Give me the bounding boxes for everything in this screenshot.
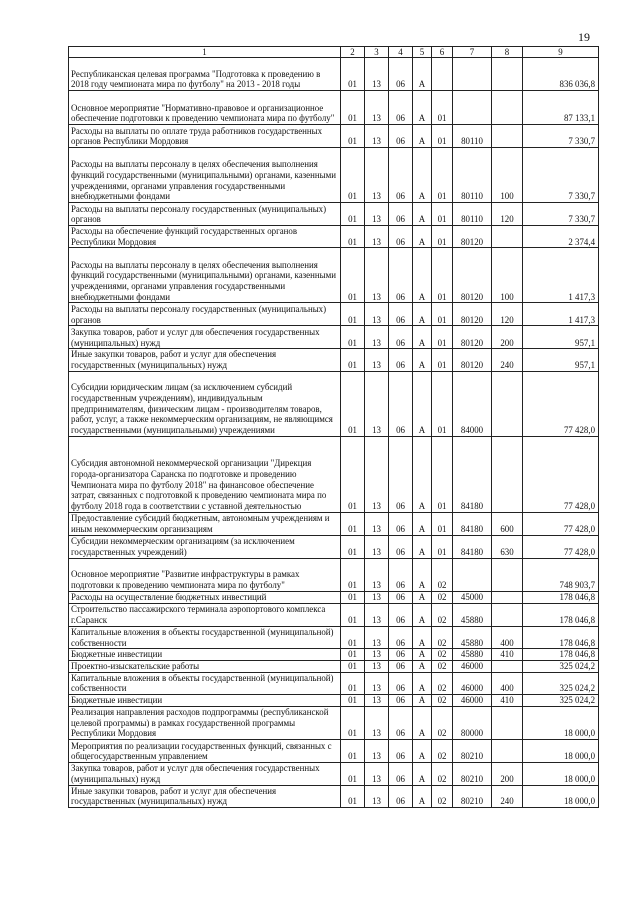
- row-code-4: 06: [389, 535, 413, 558]
- row-code-8: [492, 740, 523, 763]
- row-code-2: 01: [341, 226, 365, 248]
- row-code-8: [492, 591, 523, 603]
- row-code-3: 13: [365, 591, 389, 603]
- row-code-8: 410: [492, 649, 523, 661]
- row-code-3: 13: [365, 763, 389, 785]
- row-code-2: 01: [341, 626, 365, 648]
- budget-table-container: [68, 46, 598, 808]
- row-code-3: 13: [365, 371, 389, 436]
- row-amount: 957,1: [523, 326, 599, 349]
- row-amount: 1 417,3: [523, 303, 599, 326]
- row-code-6: 02: [432, 763, 453, 785]
- row-name: Расходы на выплаты персоналу государственных (муниципальных) органов: [69, 303, 341, 326]
- row-code-7: 80110: [453, 148, 492, 203]
- row-code-7: 80110: [453, 125, 492, 148]
- table-row: [69, 626, 599, 648]
- header-col-9: 9: [523, 47, 599, 58]
- row-code-6: 02: [432, 785, 453, 807]
- row-code-3: 13: [365, 660, 389, 672]
- row-code-3: 13: [365, 203, 389, 226]
- row-code-4: 06: [389, 695, 413, 707]
- header-col-2: 2: [341, 47, 365, 58]
- row-amount: 178 046,8: [523, 603, 599, 626]
- row-code-7: 45880: [453, 626, 492, 648]
- row-code-8: [492, 371, 523, 436]
- row-code-5: А: [413, 148, 432, 203]
- row-code-5: А: [413, 512, 432, 535]
- row-name: Расходы на выплаты персоналу в целях обеспечения выполнения функций государственными (муниципальными) органами, казенными учреждениями, органами управления государственными внебюджетными фондами: [69, 148, 341, 203]
- row-code-8: [492, 558, 523, 591]
- row-code-7: 46000: [453, 660, 492, 672]
- table-row: [69, 535, 599, 558]
- table-row: [69, 558, 599, 591]
- row-code-2: 01: [341, 58, 365, 91]
- row-code-3: 13: [365, 626, 389, 648]
- row-code-5: А: [413, 603, 432, 626]
- table-row: [69, 436, 599, 512]
- row-name: Республиканская целевая программа "Подготовка к проведению в 2018 году чемпионата мира по футболу" на 2013 - 2018 годы: [69, 58, 341, 91]
- row-amount: 77 428,0: [523, 371, 599, 436]
- table-row: [69, 591, 599, 603]
- row-code-4: 06: [389, 248, 413, 303]
- row-code-6: 02: [432, 649, 453, 661]
- row-code-2: 01: [341, 535, 365, 558]
- table-row: [69, 58, 599, 91]
- row-name: Расходы на выплаты по оплате труда работников государственных органов Республики Мордовия: [69, 125, 341, 148]
- row-code-4: 06: [389, 58, 413, 91]
- row-name: Субсидии юридическим лицам (за исключением субсидий государственным учреждениям), индивидуальным предпринимателям, физическим лицам - производителям товаров, работ, услуг, а также некоммерческим организациям, не являющимся государственными (муниципальными) учреждениями: [69, 371, 341, 436]
- header-col-8: 8: [492, 47, 523, 58]
- row-code-7: 45000: [453, 591, 492, 603]
- row-code-6: 01: [432, 512, 453, 535]
- row-code-8: [492, 91, 523, 125]
- row-code-7: 80120: [453, 248, 492, 303]
- row-code-2: 01: [341, 326, 365, 349]
- row-code-5: А: [413, 763, 432, 785]
- row-code-4: 06: [389, 740, 413, 763]
- row-code-7: 80210: [453, 763, 492, 785]
- row-code-7: 80120: [453, 303, 492, 326]
- row-amount: 325 024,2: [523, 695, 599, 707]
- row-code-7: [453, 558, 492, 591]
- row-code-6: 01: [432, 203, 453, 226]
- row-code-5: А: [413, 740, 432, 763]
- row-code-5: А: [413, 707, 432, 740]
- row-amount: 7 330,7: [523, 203, 599, 226]
- row-code-2: 01: [341, 436, 365, 512]
- row-code-4: 06: [389, 512, 413, 535]
- row-name: Основное мероприятие "Нормативно-правовое и организационное обеспечение подготовки к проведению чемпионата мира по футболу": [69, 91, 341, 125]
- row-code-2: 01: [341, 785, 365, 807]
- row-code-2: 01: [341, 91, 365, 125]
- table-row: [69, 303, 599, 326]
- row-code-3: 13: [365, 558, 389, 591]
- row-code-8: [492, 436, 523, 512]
- row-code-6: 01: [432, 371, 453, 436]
- table-row: [69, 371, 599, 436]
- row-code-7: 84180: [453, 512, 492, 535]
- row-code-3: 13: [365, 740, 389, 763]
- row-code-3: 13: [365, 512, 389, 535]
- row-code-4: 06: [389, 626, 413, 648]
- row-code-8: [492, 125, 523, 148]
- row-amount: 957,1: [523, 349, 599, 371]
- row-code-8: 400: [492, 626, 523, 648]
- row-code-5: А: [413, 785, 432, 807]
- row-code-6: 01: [432, 91, 453, 125]
- header-col-3: 3: [365, 47, 389, 58]
- row-code-2: 01: [341, 649, 365, 661]
- row-amount: 2 374,4: [523, 226, 599, 248]
- row-code-4: 06: [389, 603, 413, 626]
- table-row: [69, 649, 599, 661]
- row-name: Расходы на выплаты персоналу государственных (муниципальных) органов: [69, 203, 341, 226]
- table-row: [69, 785, 599, 807]
- row-code-8: 630: [492, 535, 523, 558]
- row-code-7: 45880: [453, 603, 492, 626]
- row-code-2: 01: [341, 349, 365, 371]
- row-code-6: 01: [432, 303, 453, 326]
- row-amount: 7 330,7: [523, 148, 599, 203]
- row-code-6: 02: [432, 603, 453, 626]
- row-code-7: [453, 91, 492, 125]
- row-name: Основное мероприятие "Развитие инфраструктуры в рамках подготовки к проведению чемпионата мира по футболу": [69, 558, 341, 591]
- row-amount: 178 046,8: [523, 626, 599, 648]
- row-code-3: 13: [365, 226, 389, 248]
- row-name: Иные закупки товаров, работ и услуг для обеспечения государственных (муниципальных) нужд: [69, 349, 341, 371]
- row-code-2: 01: [341, 558, 365, 591]
- row-code-8: 100: [492, 248, 523, 303]
- row-code-4: 06: [389, 349, 413, 371]
- row-name: Расходы на осуществление бюджетных инвестиций: [69, 591, 341, 603]
- row-code-2: 01: [341, 148, 365, 203]
- row-code-8: [492, 226, 523, 248]
- row-code-8: 100: [492, 148, 523, 203]
- row-code-8: [492, 58, 523, 91]
- row-amount: 77 428,0: [523, 436, 599, 512]
- row-code-4: 06: [389, 326, 413, 349]
- page-number: 19: [578, 30, 590, 44]
- row-code-4: 06: [389, 660, 413, 672]
- table-row: [69, 695, 599, 707]
- table-row: [69, 248, 599, 303]
- row-code-6: 01: [432, 248, 453, 303]
- row-code-4: 06: [389, 763, 413, 785]
- row-code-7: 45880: [453, 649, 492, 661]
- row-code-5: А: [413, 226, 432, 248]
- row-code-2: 01: [341, 512, 365, 535]
- row-code-8: 240: [492, 785, 523, 807]
- row-code-7: 80210: [453, 785, 492, 807]
- row-code-8: 120: [492, 303, 523, 326]
- row-code-8: 410: [492, 695, 523, 707]
- row-code-3: 13: [365, 125, 389, 148]
- header-col-5: 5: [413, 47, 432, 58]
- row-code-3: 13: [365, 91, 389, 125]
- row-code-4: 06: [389, 649, 413, 661]
- row-code-6: 01: [432, 535, 453, 558]
- row-code-8: 400: [492, 672, 523, 694]
- row-code-2: 01: [341, 707, 365, 740]
- table-row: [69, 740, 599, 763]
- row-code-7: 46000: [453, 695, 492, 707]
- row-code-3: 13: [365, 672, 389, 694]
- row-name: Капитальные вложения в объекты государственной (муниципальной) собственности: [69, 672, 341, 694]
- row-code-2: 01: [341, 303, 365, 326]
- row-code-4: 06: [389, 785, 413, 807]
- row-amount: 178 046,8: [523, 591, 599, 603]
- row-name: Расходы на обеспечение функций государственных органов Республики Мордовия: [69, 226, 341, 248]
- row-code-2: 01: [341, 603, 365, 626]
- row-code-5: А: [413, 349, 432, 371]
- table-row: [69, 660, 599, 672]
- row-code-7: 80120: [453, 326, 492, 349]
- row-name: Мероприятия по реализации государственных функций, связанных с общегосударственным управлением: [69, 740, 341, 763]
- row-code-4: 06: [389, 148, 413, 203]
- row-code-4: 06: [389, 91, 413, 125]
- row-code-4: 06: [389, 371, 413, 436]
- row-code-2: 01: [341, 371, 365, 436]
- row-code-7: 46000: [453, 672, 492, 694]
- row-code-4: 06: [389, 303, 413, 326]
- header-col-4: 4: [389, 47, 413, 58]
- row-code-8: 240: [492, 349, 523, 371]
- table-row: [69, 91, 599, 125]
- row-code-6: 02: [432, 591, 453, 603]
- row-code-6: 02: [432, 707, 453, 740]
- row-code-8: [492, 660, 523, 672]
- row-name: Реализация направления расходов подпрограммы (республиканской целевой программы) в рамках государственной программы Республики Мордовия: [69, 707, 341, 740]
- row-name: Строительство пассажирского терминала аэропортового комплекса г.Саранск: [69, 603, 341, 626]
- row-code-7: 84000: [453, 371, 492, 436]
- row-code-8: 120: [492, 203, 523, 226]
- row-code-2: 01: [341, 248, 365, 303]
- row-code-7: 84180: [453, 436, 492, 512]
- row-code-2: 01: [341, 740, 365, 763]
- row-code-6: 01: [432, 148, 453, 203]
- row-code-5: А: [413, 649, 432, 661]
- row-code-4: 06: [389, 672, 413, 694]
- row-name: Предоставление субсидий бюджетным, автономным учреждениям и иным некоммерческим организациям: [69, 512, 341, 535]
- header-col-6: 6: [432, 47, 453, 58]
- row-code-6: [432, 58, 453, 91]
- row-code-2: 01: [341, 660, 365, 672]
- row-amount: 18 000,0: [523, 707, 599, 740]
- row-amount: 1 417,3: [523, 248, 599, 303]
- row-code-7: 80120: [453, 349, 492, 371]
- row-code-6: 02: [432, 672, 453, 694]
- row-code-2: 01: [341, 763, 365, 785]
- row-code-7: 80210: [453, 740, 492, 763]
- row-code-4: 06: [389, 558, 413, 591]
- budget-table: [68, 46, 599, 808]
- row-code-3: 13: [365, 349, 389, 371]
- table-row: [69, 603, 599, 626]
- row-code-5: А: [413, 248, 432, 303]
- row-code-4: 06: [389, 125, 413, 148]
- row-code-7: [453, 58, 492, 91]
- row-amount: 836 036,8: [523, 58, 599, 91]
- row-code-5: А: [413, 326, 432, 349]
- row-name: Бюджетные инвестиции: [69, 695, 341, 707]
- row-code-6: 01: [432, 436, 453, 512]
- row-amount: 18 000,0: [523, 740, 599, 763]
- row-code-6: 02: [432, 695, 453, 707]
- row-code-3: 13: [365, 785, 389, 807]
- row-code-3: 13: [365, 436, 389, 512]
- table-row: [69, 125, 599, 148]
- row-code-6: 01: [432, 326, 453, 349]
- table-row: [69, 226, 599, 248]
- row-code-6: 01: [432, 125, 453, 148]
- row-code-5: А: [413, 626, 432, 648]
- row-code-2: 01: [341, 125, 365, 148]
- row-amount: 325 024,2: [523, 660, 599, 672]
- table-row: [69, 203, 599, 226]
- table-row: [69, 672, 599, 694]
- row-name: Бюджетные инвестиции: [69, 649, 341, 661]
- row-name: Субсидия автономной некоммерческой организации "Дирекция города-организатора Саранска по подготовке и проведению Чемпионата мира по футболу 2018" на финансовое обеспечение затрат, связанных с подготовкой к проведению чемпионата мира по футболу 2018 года в соответствии с уставной деятельностью: [69, 436, 341, 512]
- row-name: Закупка товаров, работ и услуг для обеспечения государственных (муниципальных) нужд: [69, 763, 341, 785]
- row-code-4: 06: [389, 203, 413, 226]
- row-code-8: 600: [492, 512, 523, 535]
- row-code-2: 01: [341, 203, 365, 226]
- row-code-6: 01: [432, 349, 453, 371]
- row-code-4: 06: [389, 226, 413, 248]
- row-name: Закупка товаров, работ и услуг для обеспечения государственных (муниципальных) нужд: [69, 326, 341, 349]
- row-amount: 77 428,0: [523, 512, 599, 535]
- row-code-3: 13: [365, 707, 389, 740]
- row-code-6: 02: [432, 660, 453, 672]
- row-name: Субсидии некоммерческим организациям (за исключением государственных учреждений): [69, 535, 341, 558]
- row-code-6: 02: [432, 626, 453, 648]
- row-name: Проектно-изыскательские работы: [69, 660, 341, 672]
- row-code-5: А: [413, 91, 432, 125]
- row-code-7: 80120: [453, 226, 492, 248]
- table-row: [69, 148, 599, 203]
- row-code-5: А: [413, 203, 432, 226]
- row-code-4: 06: [389, 436, 413, 512]
- table-row: [69, 763, 599, 785]
- row-code-3: 13: [365, 649, 389, 661]
- row-code-5: А: [413, 303, 432, 326]
- row-code-5: А: [413, 660, 432, 672]
- row-code-4: 06: [389, 707, 413, 740]
- table-header-row: [69, 47, 599, 58]
- row-code-6: 02: [432, 740, 453, 763]
- row-name: Капитальные вложения в объекты государственной (муниципальной) собственности: [69, 626, 341, 648]
- row-amount: 18 000,0: [523, 763, 599, 785]
- row-code-5: А: [413, 436, 432, 512]
- row-amount: 325 024,2: [523, 672, 599, 694]
- table-body: [69, 58, 599, 808]
- table-row: [69, 326, 599, 349]
- row-code-4: 06: [389, 591, 413, 603]
- row-code-2: 01: [341, 672, 365, 694]
- row-amount: 87 133,1: [523, 91, 599, 125]
- row-amount: 748 903,7: [523, 558, 599, 591]
- row-code-7: 84180: [453, 535, 492, 558]
- row-code-5: А: [413, 695, 432, 707]
- row-name: Расходы на выплаты персоналу в целях обеспечения выполнения функций государственными (муниципальными) органами, казенными учреждениями, органами управления государственными внебюджетными фондами: [69, 248, 341, 303]
- row-code-2: 01: [341, 695, 365, 707]
- row-amount: 18 000,0: [523, 785, 599, 807]
- row-code-7: 80110: [453, 203, 492, 226]
- row-code-7: 80000: [453, 707, 492, 740]
- row-code-2: 01: [341, 591, 365, 603]
- row-code-8: [492, 707, 523, 740]
- table-row: [69, 349, 599, 371]
- row-code-8: 200: [492, 326, 523, 349]
- row-code-8: 200: [492, 763, 523, 785]
- row-code-3: 13: [365, 535, 389, 558]
- table-row: [69, 707, 599, 740]
- row-code-5: А: [413, 591, 432, 603]
- row-amount: 77 428,0: [523, 535, 599, 558]
- row-code-3: 13: [365, 603, 389, 626]
- row-code-6: 01: [432, 226, 453, 248]
- row-amount: 178 046,8: [523, 649, 599, 661]
- row-code-3: 13: [365, 695, 389, 707]
- header-col-7: 7: [453, 47, 492, 58]
- row-code-5: А: [413, 558, 432, 591]
- row-code-5: А: [413, 125, 432, 148]
- row-code-3: 13: [365, 326, 389, 349]
- row-code-6: 02: [432, 558, 453, 591]
- row-code-3: 13: [365, 303, 389, 326]
- row-amount: 7 330,7: [523, 125, 599, 148]
- table-row: [69, 512, 599, 535]
- row-code-3: 13: [365, 148, 389, 203]
- row-code-5: А: [413, 672, 432, 694]
- header-col-1: 1: [69, 47, 341, 58]
- row-code-3: 13: [365, 248, 389, 303]
- row-name: Иные закупки товаров, работ и услуг для обеспечения государственных (муниципальных) нужд: [69, 785, 341, 807]
- row-code-5: А: [413, 371, 432, 436]
- row-code-5: А: [413, 535, 432, 558]
- row-code-3: 13: [365, 58, 389, 91]
- row-code-8: [492, 603, 523, 626]
- row-code-5: А: [413, 58, 432, 91]
